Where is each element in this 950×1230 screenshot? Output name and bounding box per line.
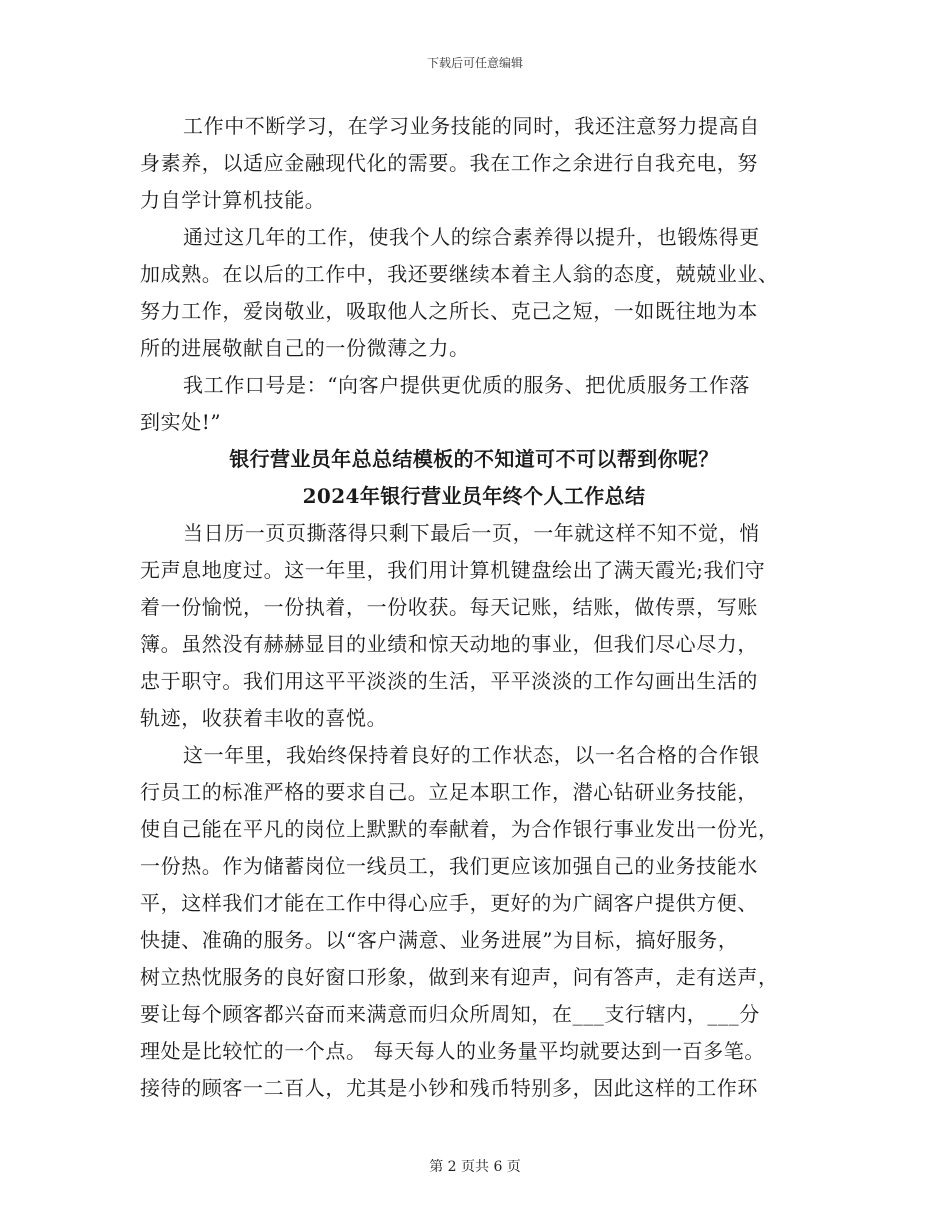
text-line: 通过这几年的工作，使我个人的综合素养得以提升，也锻炼得更 bbox=[183, 225, 760, 249]
text-line: 要让每个顾客都兴奋而来满意而归众所周知，在___支行辖内，___分 bbox=[140, 1002, 760, 1026]
text-line: 快捷、准确的服务。以“客户满意、业务进展”为目标，搞好服务， bbox=[140, 928, 739, 952]
text-line: 无声息地度过。这一年里，我们用计算机键盘绘出了满天霞光;我们守 bbox=[140, 558, 766, 582]
text-line: 轨迹，收获着丰收的喜悦。 bbox=[140, 706, 388, 730]
text-line: 身素养，以适应金融现代化的需要。我在工作之余进行自我充电，努 bbox=[140, 151, 758, 175]
text-line: 行员工的标准严格的要求自己。立足本职工作，潜心钻研业务技能， bbox=[140, 780, 758, 804]
heading-question: 银行营业员年总总结模板的不知道可不可以帮到你呢？ bbox=[229, 447, 719, 471]
page-footer: 第 2 页共 6 页 bbox=[429, 1159, 521, 1175]
document-body bbox=[140, 108, 808, 1107]
text-line: 接待的顾客一二百人，尤其是小钞和残币特别多，因此这样的工作环 bbox=[140, 1076, 758, 1100]
text-line: 所的进展敬献自己的一份微薄之力。 bbox=[140, 336, 470, 360]
text-line: 工作中不断学习，在学习业务技能的同时，我还注意努力提高自 bbox=[183, 114, 760, 138]
text-line: 努力工作，爱岗敬业，吸取他人之所长、克己之短，一如既往地为本 bbox=[140, 299, 758, 323]
text-line: 一份热。作为储蓄岗位一线员工，我们更应该加强自己的业务技能水 bbox=[140, 854, 758, 878]
paragraph-group-2 bbox=[140, 515, 808, 1107]
text-line: 着一份愉悦，一份执着，一份收获。每天记账，结账，做传票，写账 bbox=[140, 595, 758, 619]
heading-title: 2024年银行营业员年终个人工作总结 bbox=[302, 484, 646, 508]
text-line: 加成熟。在以后的工作中，我还要继续本着主人翁的态度，兢兢业业、 bbox=[140, 262, 779, 286]
text-line: 平，这样我们才能在工作中得心应手，更好的为广阔客户提供方便、 bbox=[140, 891, 758, 915]
text-line: 簿。虽然没有赫赫显目的业绩和惊天动地的事业，但我们尽心尽力， bbox=[140, 632, 758, 656]
text-line: 树立热忱服务的良好窗口形象，做到来有迎声，问有答声，走有送声， bbox=[140, 965, 779, 989]
text-line: 到实处!” bbox=[140, 410, 222, 434]
text-line: 当日历一页页撕落得只剩下最后一页，一年就这样不知不觉，悄 bbox=[183, 521, 760, 545]
text-line: 理处是比较忙的一个点。 每天每人的业务量平均就要达到一百多笔。 bbox=[140, 1039, 765, 1063]
text-line: 力自学计算机技能。 bbox=[140, 188, 326, 212]
paragraph-group-1 bbox=[140, 108, 808, 441]
text-line: 使自己能在平凡的岗位上默默的奉献着，为合作银行事业发出一份光， bbox=[140, 817, 779, 841]
text-line: 这一年里，我始终保持着良好的工作状态，以一名合格的合作银 bbox=[183, 743, 760, 767]
page-header: 下载后可任意编辑 bbox=[426, 56, 523, 70]
text-line: 忠于职守。我们用这平平淡淡的生活，平平淡淡的工作勾画出生活的 bbox=[140, 669, 758, 693]
text-line: 我工作口号是：“向客户提供更优质的服务、把优质服务工作落 bbox=[183, 373, 751, 397]
